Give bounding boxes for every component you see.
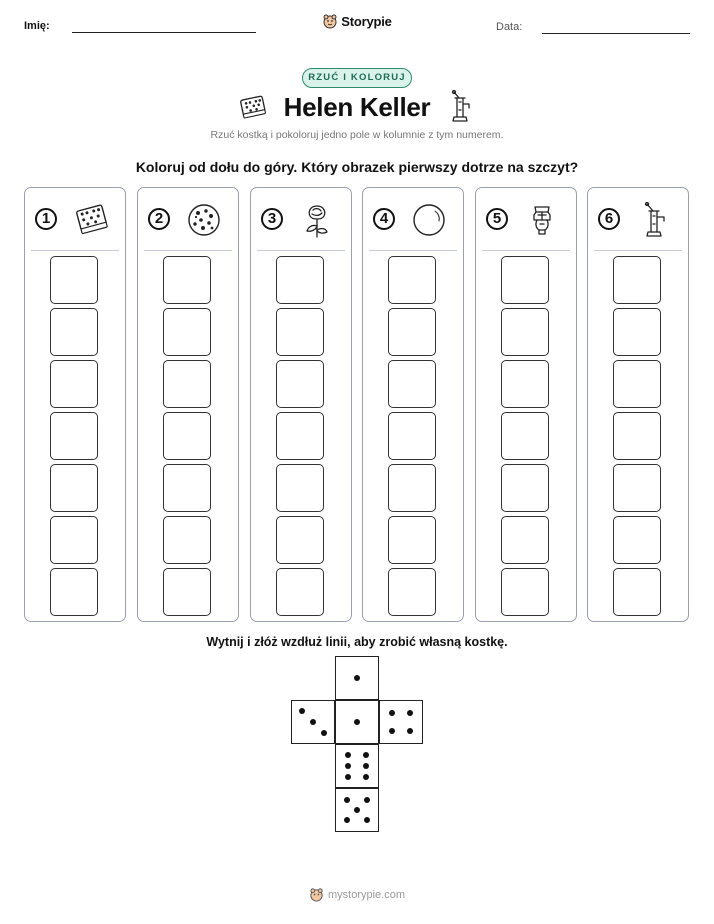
color-cell[interactable]	[50, 412, 98, 460]
die-pip	[363, 752, 369, 758]
name-label: Imię:	[24, 20, 50, 32]
die-pip	[364, 797, 370, 803]
column-3	[250, 187, 352, 622]
die-face-5[interactable]	[335, 788, 379, 832]
column-1	[24, 187, 126, 622]
die-caption: Wytnij i złóż wzdłuż linii, aby zrobić własną kostkę.	[206, 635, 508, 649]
bubble-icon	[409, 202, 449, 238]
color-cell[interactable]	[613, 308, 661, 356]
die-pip	[321, 730, 327, 736]
die-pip	[345, 774, 351, 780]
die-pip	[354, 719, 360, 725]
die-pip	[299, 708, 305, 714]
color-cell[interactable]	[50, 516, 98, 564]
column-4	[362, 187, 464, 622]
color-cell[interactable]	[163, 308, 211, 356]
date-line[interactable]	[542, 33, 690, 34]
die-face-3[interactable]	[291, 700, 335, 744]
column-6	[587, 187, 689, 622]
column-number: 1	[35, 208, 57, 230]
color-cell[interactable]	[276, 412, 324, 460]
water-pump-icon	[522, 202, 562, 238]
color-cell[interactable]	[276, 516, 324, 564]
die-pip	[364, 817, 370, 823]
color-cell[interactable]	[50, 568, 98, 616]
color-cell[interactable]	[50, 360, 98, 408]
color-cell[interactable]	[276, 360, 324, 408]
cookie-icon	[184, 202, 224, 238]
color-cell[interactable]	[501, 516, 549, 564]
die-face-1[interactable]	[335, 656, 379, 700]
color-cell[interactable]	[501, 464, 549, 512]
color-cell[interactable]	[163, 256, 211, 304]
color-cell[interactable]	[50, 464, 98, 512]
color-cell[interactable]	[388, 568, 436, 616]
color-cell[interactable]	[276, 464, 324, 512]
color-cell[interactable]	[388, 308, 436, 356]
color-cell[interactable]	[613, 464, 661, 512]
brand-name: Storypie	[341, 13, 392, 29]
die-pip	[344, 797, 350, 803]
die-face-1[interactable]	[335, 700, 379, 744]
column-divider	[594, 250, 682, 251]
column-divider	[144, 250, 232, 251]
color-cell[interactable]	[163, 516, 211, 564]
column-5	[475, 187, 577, 622]
color-cell[interactable]	[163, 464, 211, 512]
die-pip	[407, 728, 413, 734]
column-divider	[31, 250, 119, 251]
color-cell[interactable]	[163, 568, 211, 616]
color-cell[interactable]	[613, 256, 661, 304]
date-label: Data:	[496, 21, 523, 33]
subtitle: Rzuć kostką i pokoloruj jedno pole w kolumnie z tym numerem.	[210, 129, 504, 141]
color-cell[interactable]	[388, 516, 436, 564]
color-cell[interactable]	[388, 412, 436, 460]
color-cell[interactable]	[276, 308, 324, 356]
braille-book-icon	[71, 202, 111, 238]
instruction: Koloruj od dołu do góry. Który obrazek pierwszy dotrze na szczyt?	[135, 159, 579, 175]
die-pip	[363, 763, 369, 769]
rose-icon	[297, 202, 337, 238]
color-cell[interactable]	[501, 412, 549, 460]
die-pip	[363, 774, 369, 780]
column-divider	[482, 250, 570, 251]
die-face-4[interactable]	[379, 700, 423, 744]
column-divider	[257, 250, 345, 251]
color-cell[interactable]	[501, 360, 549, 408]
brand-logo	[0, 13, 714, 34]
color-cell[interactable]	[276, 568, 324, 616]
column-divider	[369, 250, 457, 251]
die-pip	[345, 752, 351, 758]
die-pip	[407, 710, 413, 716]
page-title: Helen Keller	[283, 92, 431, 122]
activity-badge: RZUĆ I KOLORUJ	[302, 68, 412, 88]
color-cell[interactable]	[501, 256, 549, 304]
water-pump-icon	[448, 90, 474, 124]
footer-url[interactable]: mystorypie.com	[327, 888, 406, 901]
color-cell[interactable]	[163, 412, 211, 460]
die-pip	[344, 817, 350, 823]
color-cell[interactable]	[388, 360, 436, 408]
column-number: 6	[598, 208, 620, 230]
color-cell[interactable]	[501, 568, 549, 616]
die-pip	[354, 675, 360, 681]
column-number: 5	[486, 208, 508, 230]
color-cell[interactable]	[388, 256, 436, 304]
color-cell[interactable]	[163, 360, 211, 408]
column-number: 3	[261, 208, 283, 230]
color-cell[interactable]	[388, 464, 436, 512]
die-face-6[interactable]	[335, 744, 379, 788]
color-cell[interactable]	[501, 308, 549, 356]
pie-mascot-icon	[322, 13, 338, 29]
die-pip	[389, 728, 395, 734]
color-cell[interactable]	[613, 516, 661, 564]
die-pip	[354, 807, 360, 813]
water-pump-icon	[634, 202, 674, 238]
column-2	[137, 187, 239, 622]
color-cell[interactable]	[50, 256, 98, 304]
die-pip	[345, 763, 351, 769]
pie-mascot-icon	[309, 887, 324, 902]
column-number: 2	[148, 208, 170, 230]
color-cell[interactable]	[50, 308, 98, 356]
color-cell[interactable]	[613, 568, 661, 616]
footer	[0, 887, 714, 907]
die-pip	[310, 719, 316, 725]
color-cell[interactable]	[613, 412, 661, 460]
column-number: 4	[373, 208, 395, 230]
die-pip	[389, 710, 395, 716]
color-cell[interactable]	[276, 256, 324, 304]
color-cell[interactable]	[613, 360, 661, 408]
